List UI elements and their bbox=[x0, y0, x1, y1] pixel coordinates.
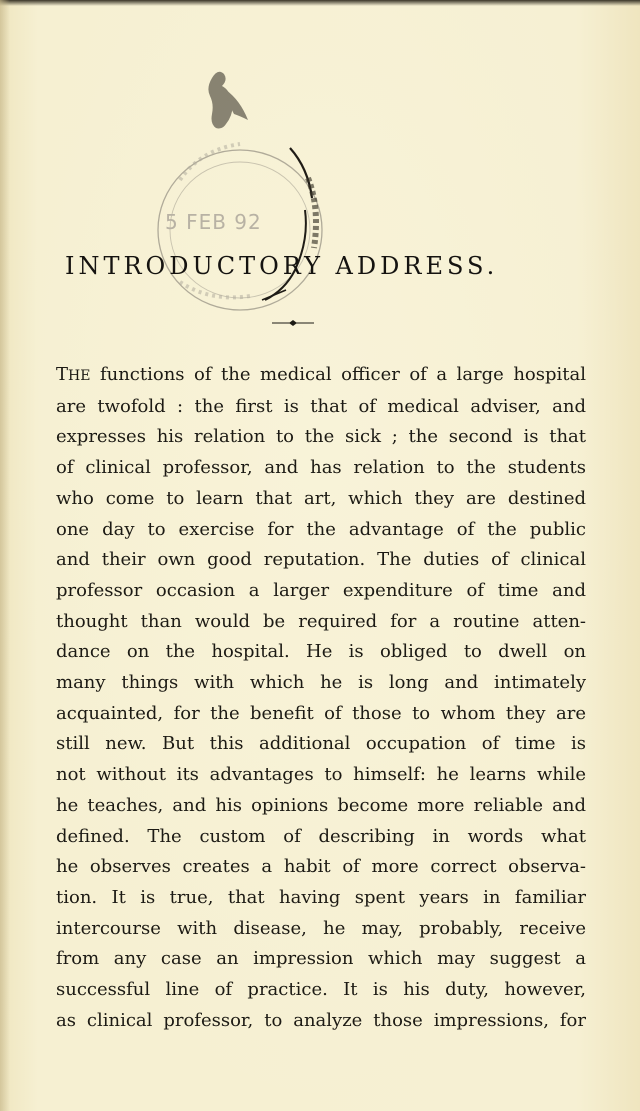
library-stamp-icon bbox=[140, 60, 340, 320]
text-line: thought than would be required for a routine atten- bbox=[56, 610, 586, 632]
text-line: he teaches, and his opinions become more reliable and bbox=[56, 794, 586, 816]
text-line: tion. It is true, that having spent years in familiar bbox=[56, 886, 586, 908]
text-line: many things with which he is long and intimately bbox=[56, 672, 586, 694]
text-line: and their own good reputation. The duties of clinical bbox=[56, 549, 586, 571]
text-line: defined. The custom of describing in words what bbox=[56, 825, 586, 847]
text-line: as clinical professor, to analyze those impressions, for bbox=[56, 1009, 586, 1031]
text-line: are twofold : the first is that of medical adviser, and bbox=[56, 395, 586, 417]
text-line: of clinical professor, and has relation to the students bbox=[56, 457, 586, 479]
text-line: intercourse with disease, he may, probably, receive bbox=[56, 917, 586, 939]
page-gutter-shadow bbox=[0, 0, 10, 1111]
text-line: THE functions of the medical officer of a large hospital bbox=[56, 364, 586, 385]
page-title: INTRODUCTORY ADDRESS. bbox=[65, 252, 499, 280]
text-line: one day to exercise for the advantage of the public bbox=[56, 518, 586, 540]
stamp-date: 5 FEB 92 bbox=[165, 210, 262, 234]
text-line: expresses his relation to the sick ; the second is that bbox=[56, 426, 586, 448]
ornament-rule-icon bbox=[272, 318, 314, 328]
text-line: who come to learn that art, which they are destined bbox=[56, 487, 586, 509]
text-line: professor occasion a larger expenditure of time and bbox=[56, 579, 586, 601]
text-line: he observes creates a habit of more correct observa- bbox=[56, 856, 586, 878]
text-line: dance on the hospital. He is obliged to dwell on bbox=[56, 641, 586, 663]
text-line: acquainted, for the benefit of those to whom they are bbox=[56, 702, 586, 724]
text-line: from any case an impression which may suggest a bbox=[56, 948, 586, 970]
text-line: still new. But this additional occupation of time is bbox=[56, 733, 586, 755]
page-top-edge bbox=[0, 0, 640, 6]
text-line: successful line of practice. It is his duty, however, bbox=[56, 979, 586, 1001]
text-line: not without its advantages to himself: he learns while bbox=[56, 764, 586, 786]
body-paragraph bbox=[56, 360, 586, 1036]
